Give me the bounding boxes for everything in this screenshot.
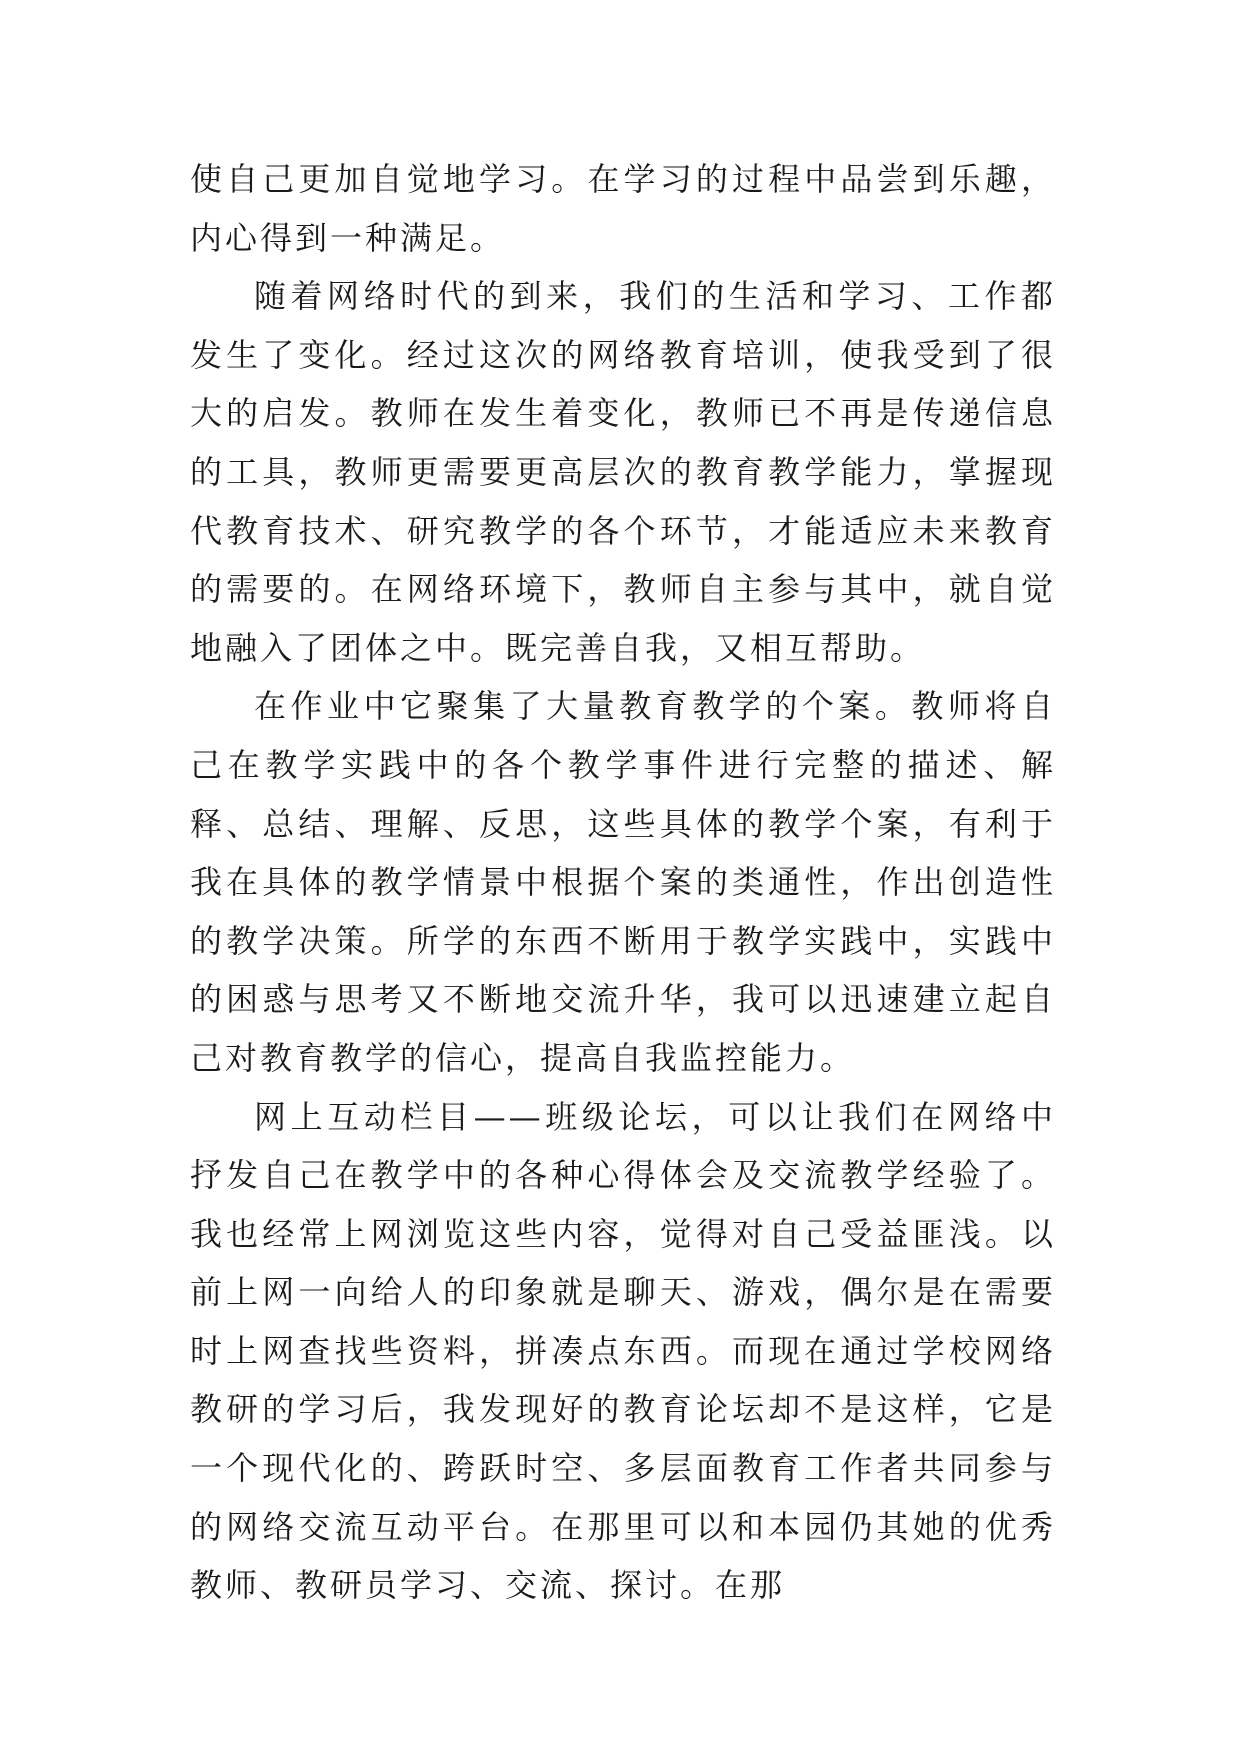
paragraph-2: 随着网络时代的到来，我们的生活和学习、工作都发生了变化。经过这次的网络教育培训，使我受到了很大的启发。教师在发生着变化，教师已不再是传递信息的工具，教师更需要更高层次的教育教学能力，掌握现代教育技术、研究教学的各个环节，才能适应未来教育的需要的。在网络环境下，教师自主参与其中，就自觉地融入了团体之中。既完善自我，又相互帮助。	[190, 277, 1056, 667]
paragraph-3: 在作业中它聚集了大量教育教学的个案。教师将自己在教学实践中的各个教学事件进行完整的描述、解释、总结、理解、反思，这些具体的教学个案，有利于我在具体的教学情景中根据个案的类通性，作出创造性的教学决策。所学的东西不断用于教学实践中，实践中的困惑与思考又不断地交流升华，我可以迅速建立起自己对教育教学的信心，提高自我监控能力。	[190, 687, 1056, 1077]
paragraph-1: 使自己更加自觉地学习。在学习的过程中品尝到乐趣，内心得到一种满足。	[190, 160, 1056, 257]
paragraph-4: 网上互动栏目——班级论坛，可以让我们在网络中抒发自己在教学中的各种心得体会及交流教学经验了。我也经常上网浏览这些内容，觉得对自己受益匪浅。以前上网一向给人的印象就是聊天、游戏，偶尔是在需要时上网查找些资料，拼凑点东西。而现在通过学校网络教研的学习后，我发现好的教育论坛却不是这样，它是一个现代化的、跨跃时空、多层面教育工作者共同参与的网络交流互动平台。在那里可以和本园仍其她的优秀教师、教研员学习、交流、探讨。在那	[190, 1097, 1056, 1605]
document-body	[190, 150, 1056, 1615]
